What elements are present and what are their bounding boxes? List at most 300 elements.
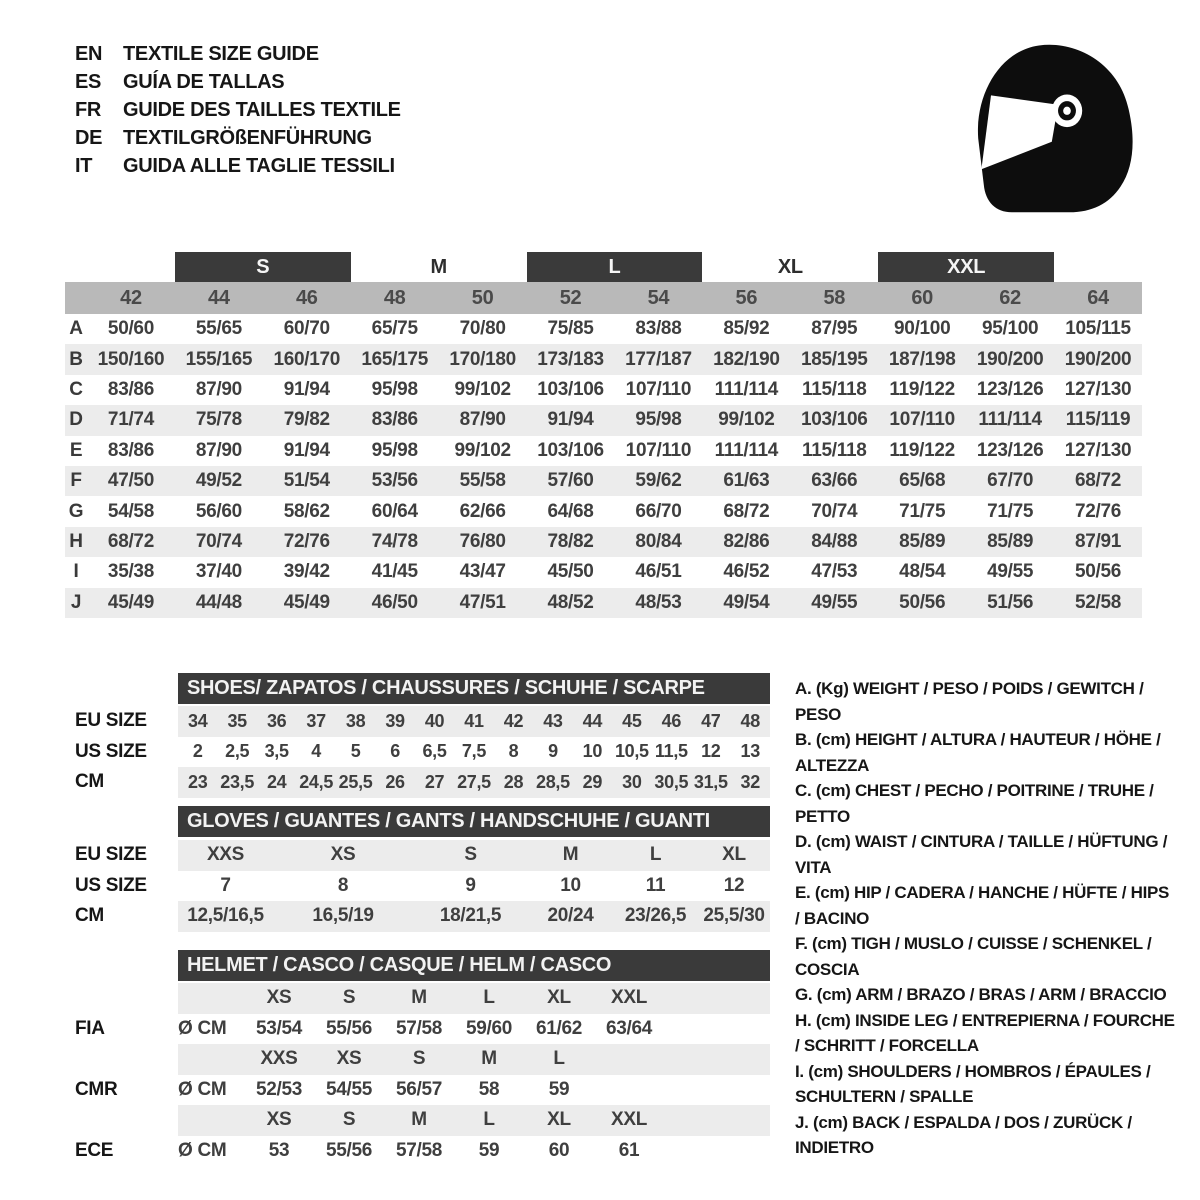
value-cell: 20/24: [547, 905, 594, 927]
language-title: GUIDE DES TAILLES TEXTILE: [123, 99, 401, 121]
size-group-row: [65, 252, 1142, 282]
size-value-cell: 57/60: [547, 470, 594, 492]
value-cell: XS: [330, 844, 356, 866]
helmet-values: [178, 1136, 770, 1167]
size-value-cell: 95/98: [371, 439, 418, 461]
size-value-cell: 66/70: [635, 500, 682, 522]
size-value-cell: 85/89: [987, 530, 1034, 552]
value-cell: 23,5: [220, 771, 255, 792]
helmet-size-label: XXS: [260, 1048, 298, 1070]
size-value-cell: 99/102: [718, 409, 775, 431]
size-value-cell: 65/68: [899, 470, 946, 492]
value-cell: 3,5: [264, 741, 289, 762]
value-cell: 44: [582, 710, 603, 731]
helmet-size-headers: [178, 983, 770, 1014]
legend-item: B. (cm) HEIGHT / ALTURA / HAUTEUR / HÖHE / ALTEZZA: [795, 730, 1161, 775]
size-table-row: [65, 436, 1142, 466]
size-value-cell: 95/98: [635, 409, 682, 431]
row-letter: D: [69, 409, 83, 431]
helmet-value-cell: 59: [478, 1139, 500, 1161]
row-letter: H: [69, 530, 83, 552]
helmet-size-label: XS: [266, 1109, 292, 1131]
size-value-cell: 190/200: [976, 348, 1044, 370]
value-cell: 31,5: [693, 771, 728, 792]
size-group-l: L: [527, 252, 703, 282]
row-values: [178, 767, 770, 798]
helmet-value-cell: 55/56: [325, 1017, 373, 1039]
size-value-cell: 127/130: [1064, 439, 1132, 461]
size-value-cell: 185/195: [800, 348, 868, 370]
size-group-s: S: [175, 252, 351, 282]
helmet-data-row: [75, 1075, 770, 1106]
size-value-cell: 90/100: [894, 318, 951, 340]
size-column-header: 58: [823, 286, 846, 309]
value-cell: 16,5/19: [312, 905, 374, 927]
value-cell: 5: [350, 741, 361, 762]
legend-item: J. (cm) BACK / ESPALDA / DOS / ZURÜCK / INDIETRO: [795, 1112, 1132, 1157]
gloves-table-title: GLOVES / GUANTES / GANTS / HANDSCHUHE / GUANTI: [178, 806, 770, 837]
size-value-cell: 99/102: [454, 439, 511, 461]
size-value-cell: 53/56: [371, 470, 418, 492]
size-value-cell: 115/118: [802, 378, 867, 400]
value-cell: XXS: [206, 844, 245, 866]
legend-item: H. (cm) INSIDE LEG / ENTREPIERNA / FOURCHE / SCHRITT / FORCELLA: [795, 1010, 1175, 1055]
size-value-cell: 68/72: [1075, 470, 1122, 492]
helmet-value-cell: 53: [268, 1139, 290, 1161]
helmet-size-label: XS: [336, 1048, 362, 1070]
size-value-cell: 45/50: [547, 561, 594, 583]
size-value-cell: 50/60: [107, 318, 154, 340]
size-value-cell: 45/49: [107, 591, 154, 613]
helmet-size-header-row: [75, 1105, 770, 1136]
size-value-cell: 103/106: [537, 378, 604, 400]
helmet-size-header-row: [75, 983, 770, 1014]
helmet-size-label: M: [481, 1048, 497, 1070]
value-cell: 38: [345, 710, 366, 731]
value-cell: 23: [188, 771, 208, 792]
size-value-cell: 43/47: [459, 561, 506, 583]
size-value-cell: 99/102: [454, 378, 511, 400]
helmet-size-label: XL: [547, 987, 571, 1009]
size-value-cell: 64/68: [547, 500, 594, 522]
size-value-cell: 105/115: [1065, 318, 1131, 340]
size-value-cell: 91/94: [283, 439, 330, 461]
value-cell: 25,5: [338, 771, 373, 792]
size-value-cell: 62/66: [459, 500, 506, 522]
size-value-cell: 67/70: [987, 470, 1034, 492]
size-value-cell: 68/72: [107, 530, 154, 552]
value-cell: 36: [266, 710, 287, 731]
size-value-cell: 47/53: [811, 561, 858, 583]
helmet-size-label: XXL: [610, 987, 648, 1009]
size-value-cell: 123/126: [976, 378, 1044, 400]
size-value-cell: 79/82: [283, 409, 330, 431]
size-value-cell: 111/114: [978, 409, 1042, 431]
size-value-cell: 107/110: [625, 378, 692, 400]
size-value-cell: 65/75: [371, 318, 418, 340]
helmet-size-headers: [178, 1105, 770, 1136]
size-value-cell: 74/78: [371, 530, 418, 552]
value-cell: 2,5: [225, 741, 250, 762]
shoes-table-row: [75, 706, 770, 737]
gloves-table-row: [75, 901, 770, 932]
helmet-value-cell: 53/54: [255, 1017, 303, 1039]
size-value-cell: 111/114: [714, 378, 779, 400]
row-letter: B: [69, 348, 83, 370]
size-value-cell: 107/110: [625, 439, 692, 461]
unit-spacer: [178, 983, 244, 1014]
value-cell: L: [649, 844, 662, 866]
value-cell: 23/26,5: [624, 905, 687, 927]
value-cell: 13: [740, 741, 760, 762]
language-title: TEXTILE SIZE GUIDE: [123, 43, 319, 65]
size-value-cell: 85/89: [899, 530, 946, 552]
value-cell: 6,5: [422, 741, 447, 762]
standard-label: CMR: [75, 1078, 118, 1100]
size-value-cell: 103/106: [537, 439, 604, 461]
helmet-size-label: XL: [547, 1109, 571, 1131]
row-label: [75, 1105, 178, 1136]
helmet-value-cell: 58: [478, 1078, 500, 1100]
legend-item: G. (cm) ARM / BRAZO / BRAS / ARM / BRACCIO: [795, 985, 1167, 1004]
size-value-cell: 48/52: [547, 591, 594, 613]
size-value-cell: 47/50: [107, 470, 154, 492]
value-cell: 9: [465, 874, 476, 896]
helmet-size-label: XXL: [610, 1109, 648, 1131]
size-value-cell: 71/75: [987, 500, 1034, 522]
size-value-cell: 95/98: [371, 378, 418, 400]
size-value-cell: 83/86: [107, 439, 154, 461]
value-cell: 26: [385, 771, 405, 792]
value-cell: 46: [661, 710, 682, 731]
value-cell: 28,5: [536, 771, 570, 792]
helmet-size-label: S: [412, 1048, 426, 1070]
helmet-size-label: S: [342, 1109, 356, 1131]
size-column-header: 42: [120, 286, 142, 309]
value-cell: 10: [560, 874, 581, 896]
helmet-data-row: [75, 1014, 770, 1045]
size-value-cell: 177/187: [625, 348, 692, 370]
helmet-table: [75, 983, 770, 1166]
row-letter: A: [69, 318, 83, 340]
row-label: CM: [75, 771, 104, 793]
size-value-cell: 115/118: [802, 439, 867, 461]
value-cell: 6: [390, 741, 400, 762]
language-row: [75, 68, 401, 96]
size-table-row: [65, 466, 1142, 496]
helmet-value-cell: 59/60: [465, 1017, 513, 1039]
value-cell: 4: [311, 741, 321, 762]
size-value-cell: 80/84: [635, 530, 682, 552]
value-cell: 24,5: [299, 771, 334, 792]
language-row: [75, 96, 401, 124]
size-value-cell: 87/91: [1075, 530, 1122, 552]
size-value-cell: 46/52: [723, 561, 770, 583]
diameter-unit: Ø CM: [178, 1139, 227, 1161]
size-value-cell: 187/198: [888, 348, 956, 370]
size-table-row: [65, 527, 1142, 557]
size-value-cell: 182/190: [713, 348, 780, 370]
size-value-cell: 48/53: [635, 591, 682, 613]
value-cell: M: [562, 844, 579, 866]
size-value-cell: 50/56: [899, 591, 946, 613]
value-cell: 2: [192, 741, 203, 762]
size-value-cell: 49/52: [195, 470, 242, 492]
gloves-table-row: [75, 840, 770, 871]
size-value-cell: 123/126: [976, 439, 1044, 461]
size-value-cell: 190/200: [1064, 348, 1132, 370]
language-code: IT: [75, 155, 93, 177]
value-cell: 29: [582, 771, 603, 792]
helmet-value-cell: 63/64: [605, 1017, 653, 1039]
value-cell: 28: [503, 771, 524, 792]
helmet-value-cell: 59: [548, 1078, 570, 1100]
value-cell: 7: [220, 874, 231, 896]
size-value-cell: 85/92: [723, 318, 770, 340]
helmet-value-cell: 60: [548, 1139, 570, 1161]
legend-item: A. (Kg) WEIGHT / PESO / POIDS / GEWITCH / PESO: [795, 679, 1144, 724]
size-table-row: [65, 588, 1142, 618]
language-title: TEXTILGRÖßENFÜHRUNG: [123, 127, 372, 149]
value-cell: 9: [548, 741, 558, 762]
size-value-cell: 70/74: [195, 530, 242, 552]
gloves-table-row: [75, 871, 770, 902]
row-label: EU SIZE: [75, 844, 147, 866]
row-values: [178, 901, 770, 932]
helmet-value-cell: 61/62: [535, 1017, 583, 1039]
unit-spacer: [178, 1044, 244, 1075]
size-value-cell: 49/54: [723, 591, 770, 613]
size-value-cell: 84/88: [811, 530, 858, 552]
size-value-cell: 70/80: [459, 318, 506, 340]
row-label: [75, 983, 178, 1014]
size-column-header: 44: [208, 286, 230, 309]
row-values: [178, 706, 770, 737]
size-value-cell: 160/170: [273, 348, 341, 370]
size-column-header: 52: [559, 286, 582, 309]
size-value-cell: 54/58: [107, 500, 154, 522]
size-value-cell: 70/74: [811, 500, 858, 522]
size-column-header: 48: [383, 286, 406, 309]
value-cell: 27,5: [457, 771, 491, 792]
unit-spacer: [178, 1105, 244, 1136]
row-letter: F: [70, 470, 82, 492]
size-column-header: 64: [1087, 286, 1109, 309]
size-value-cell: 76/80: [459, 530, 506, 552]
helmet-value-cell: 56/57: [395, 1078, 443, 1100]
size-value-cell: 44/48: [195, 591, 242, 613]
size-table-row: [65, 314, 1142, 344]
value-cell: 35: [227, 710, 247, 731]
value-cell: 18/21,5: [439, 905, 502, 927]
value-cell: 48: [740, 710, 760, 731]
size-value-cell: 155/165: [185, 348, 253, 370]
size-group-xxl: XXL: [878, 252, 1054, 282]
size-value-cell: 83/86: [107, 378, 154, 400]
size-value-cell: 83/88: [635, 318, 682, 340]
diameter-unit: Ø CM: [178, 1078, 227, 1100]
size-value-cell: 60/64: [371, 500, 418, 522]
size-value-cell: 95/100: [981, 318, 1039, 340]
value-cell: 40: [424, 710, 445, 731]
size-value-cell: 170/180: [449, 348, 516, 370]
language-title: GUÍA DE TALLAS: [123, 71, 285, 93]
size-value-cell: 48/54: [899, 561, 946, 583]
size-value-cell: 75/85: [547, 318, 594, 340]
size-group-xl: XL: [777, 255, 803, 278]
size-value-cell: 41/45: [371, 561, 418, 583]
main-size-table: [65, 252, 1142, 618]
size-value-cell: 107/110: [889, 409, 955, 431]
size-value-cell: 51/56: [987, 591, 1034, 613]
size-value-cell: 56/60: [195, 500, 242, 522]
size-value-cell: 63/66: [811, 470, 858, 492]
language-row: [75, 124, 401, 152]
shoes-table-row: [75, 767, 770, 798]
helmet-size-headers: [178, 1044, 770, 1075]
size-number-row: [65, 282, 1142, 314]
size-value-cell: 150/160: [97, 348, 165, 370]
corner-cell: [65, 282, 87, 314]
value-cell: 39: [385, 710, 405, 731]
size-value-cell: 60/70: [283, 318, 330, 340]
value-cell: 11: [645, 874, 666, 896]
helmet-data-row: [75, 1136, 770, 1167]
helmet-value-cell: 57/58: [395, 1017, 443, 1039]
helmet-value-cell: 55/56: [325, 1139, 373, 1161]
row-letter: E: [69, 439, 83, 461]
size-table-row: [65, 344, 1142, 374]
size-value-cell: 35/38: [107, 561, 154, 583]
racing-helmet-icon: [975, 42, 1135, 214]
size-value-cell: 91/94: [547, 409, 594, 431]
size-value-cell: 115/119: [1065, 409, 1131, 431]
shoes-table-row: [75, 737, 770, 768]
size-table-row: [65, 557, 1142, 587]
row-label: US SIZE: [75, 740, 147, 762]
size-value-cell: 52/58: [1075, 591, 1122, 613]
size-value-cell: 61/63: [723, 470, 770, 492]
helmet-size-label: L: [483, 987, 495, 1009]
value-cell: 41: [464, 710, 484, 731]
size-value-cell: 111/114: [714, 439, 779, 461]
size-value-cell: 83/86: [371, 409, 418, 431]
language-code: EN: [75, 43, 103, 65]
size-column-header: 46: [295, 286, 318, 309]
legend-item: I. (cm) SHOULDERS / HOMBROS / ÉPAULES / SCHULTERN / SPALLE: [795, 1061, 1151, 1106]
value-cell: 45: [622, 710, 642, 731]
size-value-cell: 59/62: [635, 470, 682, 492]
size-value-cell: 71/74: [107, 409, 154, 431]
value-cell: 8: [337, 874, 349, 896]
helmet-size-label: L: [553, 1048, 565, 1070]
size-value-cell: 68/72: [723, 500, 770, 522]
racing-helmet-icon-svg: [975, 42, 1135, 214]
value-cell: 24: [266, 771, 287, 792]
size-value-cell: 55/65: [195, 318, 242, 340]
value-cell: 34: [188, 710, 208, 731]
size-value-cell: 49/55: [811, 591, 858, 613]
size-value-cell: 173/183: [537, 348, 604, 370]
language-list: [75, 40, 401, 180]
language-code: ES: [75, 71, 102, 93]
row-label: [75, 1044, 178, 1075]
value-cell: 32: [740, 771, 760, 792]
measurement-legend: [795, 676, 1175, 1161]
size-group-m: M: [430, 255, 447, 278]
diameter-unit: Ø CM: [178, 1017, 227, 1039]
size-column-header: 50: [471, 286, 494, 309]
row-letter: J: [70, 591, 82, 613]
size-table-row: [65, 496, 1142, 526]
size-value-cell: 165/175: [361, 348, 428, 370]
row-values: [178, 840, 770, 871]
row-letter: I: [73, 561, 79, 583]
legend-item: E. (cm) HIP / CADERA / HANCHE / HÜFTE / HIPS / BACINO: [795, 883, 1170, 928]
helmet-size-label: M: [411, 1109, 427, 1131]
row-values: [178, 871, 770, 902]
language-row: [75, 40, 401, 68]
shoes-table: [75, 706, 770, 798]
size-column-header: 60: [911, 286, 934, 309]
size-value-cell: 119/122: [889, 378, 955, 400]
size-column-header: 56: [735, 286, 758, 309]
value-cell: 37: [306, 710, 326, 731]
helmet-size-label: S: [342, 987, 356, 1009]
language-row: [75, 152, 401, 180]
size-value-cell: 87/95: [811, 318, 858, 340]
size-value-cell: 37/40: [195, 561, 242, 583]
row-values: [178, 737, 770, 768]
size-value-cell: 55/58: [459, 470, 506, 492]
value-cell: 12: [723, 874, 745, 896]
value-cell: 30: [622, 771, 642, 792]
value-cell: 47: [701, 710, 721, 731]
helmet-values: [178, 1014, 770, 1045]
helmet-size-header-row: [75, 1044, 770, 1075]
value-cell: 43: [543, 710, 563, 731]
value-cell: 27: [424, 771, 445, 792]
size-value-cell: 58/62: [283, 500, 330, 522]
gloves-table: [75, 840, 770, 932]
legend-item: D. (cm) WAIST / CINTURA / TAILLE / HÜFTUNG / VITA: [795, 832, 1168, 877]
value-cell: 8: [508, 741, 519, 762]
value-cell: 30,5: [654, 771, 689, 792]
row-letter: C: [69, 378, 83, 400]
size-value-cell: 46/51: [635, 561, 682, 583]
helmet-value-cell: 57/58: [395, 1139, 443, 1161]
legend-item: C. (cm) CHEST / PECHO / POITRINE / TRUHE / PETTO: [795, 781, 1154, 826]
shoes-table-title: SHOES/ ZAPATOS / CHAUSSURES / SCHUHE / SCARPE: [178, 673, 770, 704]
size-value-cell: 49/55: [987, 561, 1034, 583]
language-code: DE: [75, 127, 103, 149]
value-cell: 25,5/30: [703, 905, 765, 927]
value-cell: 10: [582, 741, 603, 762]
helmet-size-label: L: [483, 1109, 495, 1131]
row-label: US SIZE: [75, 874, 147, 896]
size-value-cell: 72/76: [283, 530, 330, 552]
size-value-cell: 119/122: [889, 439, 955, 461]
row-label: CM: [75, 905, 104, 927]
helmet-size-label: M: [411, 987, 427, 1009]
helmet-value-cell: 61: [618, 1139, 640, 1161]
helmet-values: [178, 1075, 770, 1106]
value-cell: 42: [503, 710, 524, 731]
value-cell: 11,5: [654, 741, 688, 762]
size-value-cell: 45/49: [283, 591, 330, 613]
size-value-cell: 51/54: [283, 470, 330, 492]
helmet-value-cell: 52/53: [255, 1078, 303, 1100]
